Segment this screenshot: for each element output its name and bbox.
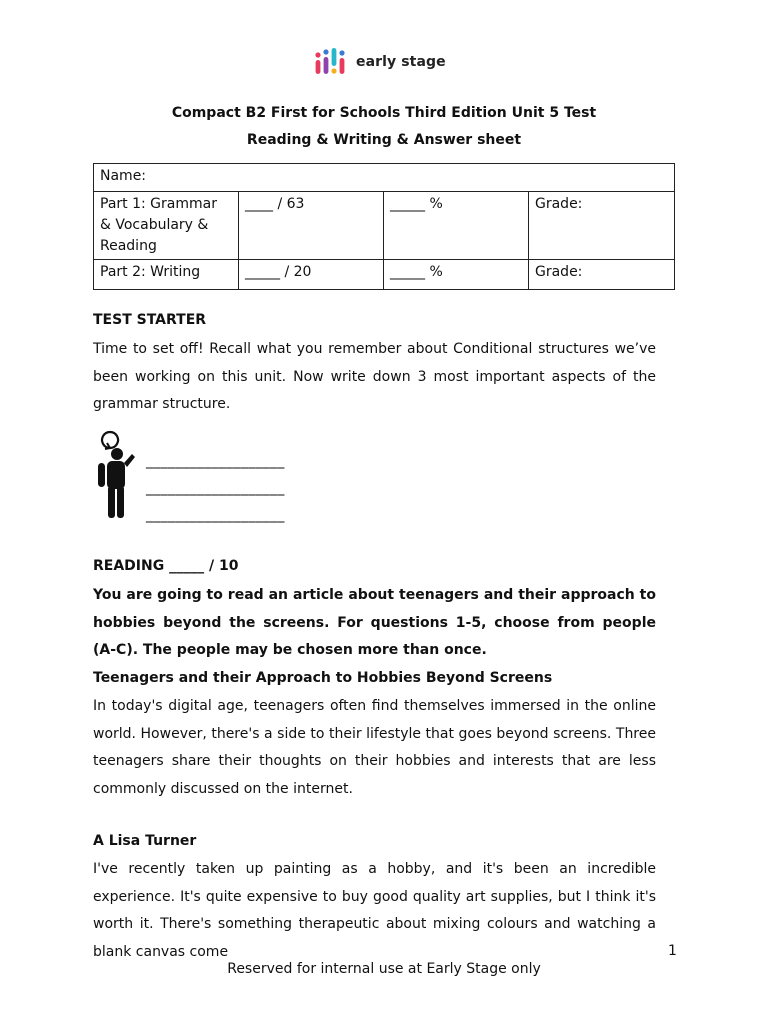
percent-cell[interactable]: _____ % [384, 260, 529, 290]
test-starter-heading: TEST STARTER [93, 312, 207, 328]
thinking-person-icon [96, 440, 136, 520]
answer-line-1[interactable]: ___________________ [146, 453, 285, 469]
early-stage-logo-icon [314, 46, 348, 78]
table-row [94, 260, 675, 290]
person-a-heading: A Lisa Turner [93, 833, 197, 849]
article-title: Teenagers and their Approach to Hobbies Beyond Screens [93, 670, 553, 686]
document-subtitle: Reading & Writing & Answer sheet [246, 132, 522, 148]
part-cell: Part 2: Writing [94, 260, 239, 290]
part-cell: Part 1: Grammar & Vocabulary & Reading [94, 192, 239, 260]
score-cell[interactable]: ____ / 63 [239, 192, 384, 260]
article-intro: In today's digital age, teenagers often find themselves immersed in the online world. However, there's a side to their lifestyle that goes beyond screens. Three teenagers share their thoughts on their hobbies and interests that are less commonly discussed on the internet. [93, 698, 656, 797]
test-starter-text: Time to set off! Recall what you remember about Conditional structures we’ve been working on this unit. Now write down 3 most important aspects of the grammar structure. [93, 341, 656, 412]
score-cell[interactable]: _____ / 20 [239, 260, 384, 290]
name-label: Name: [100, 168, 147, 184]
answer-line-2[interactable]: ___________________ [146, 480, 285, 496]
page-number: 1 [668, 943, 677, 959]
reading-instructions: You are going to read an article about teenagers and their approach to hobbies beyond the screens. For questions 1-5, choose from people (A-C). The people may be chosen more than once. [93, 587, 656, 658]
score-table [93, 163, 675, 290]
grade-cell[interactable]: Grade: [529, 260, 675, 290]
answer-line-3[interactable]: ___________________ [146, 507, 285, 523]
table-row [94, 192, 675, 260]
document-title: Compact B2 First for Schools Third Edition Unit 5 Test [171, 105, 597, 121]
footer-note: Reserved for internal use at Early Stage only [227, 961, 541, 977]
name-cell[interactable] [94, 164, 675, 192]
brand-logo [314, 46, 446, 78]
table-row [94, 164, 675, 192]
grade-cell[interactable]: Grade: [529, 192, 675, 260]
reading-heading: READING _____ / 10 [93, 558, 239, 574]
person-a-text: I've recently taken up painting as a hobby, and it's been an incredible experience. It's quite expensive to buy good quality art supplies, but I think it's worth it. There's something therapeutic about mixing colours and watching a blank canvas come [93, 861, 656, 960]
logo-text: early stage [356, 54, 446, 70]
percent-cell[interactable]: _____ % [384, 192, 529, 260]
